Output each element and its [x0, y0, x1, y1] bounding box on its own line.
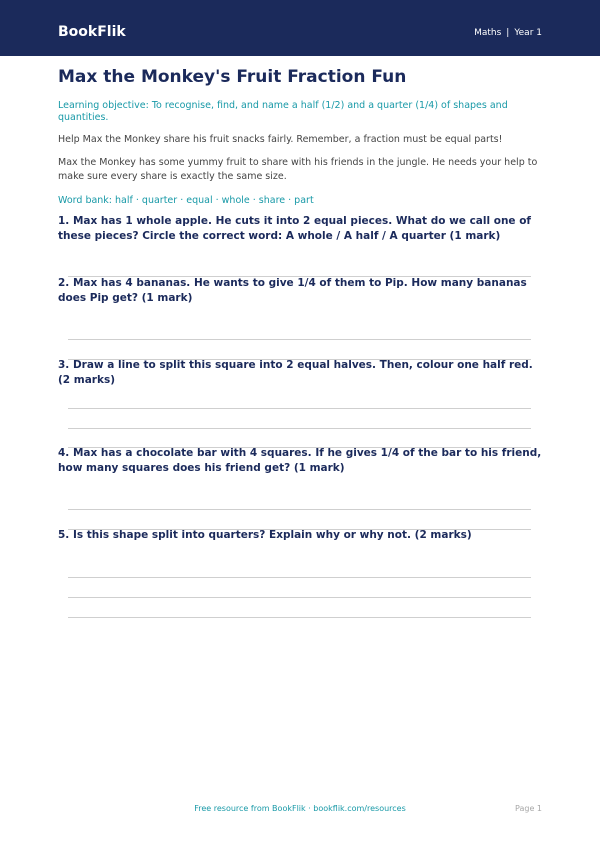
question-1: 1. Max has 1 whole apple. He cuts it into 2 equal pieces. What do we call one of these pieces? Circle the correct word: A whole / A half / A quarter (1 mark)	[58, 215, 531, 242]
intro-text: Help Max the Monkey share his fruit snacks fairly. Remember, a fraction must be equal parts!	[58, 134, 503, 145]
answer-line[interactable]	[68, 428, 531, 429]
answer-line[interactable]	[68, 509, 531, 510]
question-5: 5. Is this shape split into quarters? Explain why or why not. (2 marks)	[58, 529, 472, 541]
worksheet-intro	[58, 66, 542, 207]
page-title: Max the Monkey's Fruit Fraction Fun	[58, 67, 407, 87]
answer-line[interactable]	[68, 339, 531, 340]
question-3: 3. Draw a line to split this square into 2 equal halves. Then, colour one half red. (2 marks)	[58, 359, 533, 386]
word-bank: Word bank: half · quarter · equal · whole · share · part	[58, 195, 314, 206]
brand-logo[interactable]: BookFlik	[58, 24, 126, 40]
header-separator: |	[506, 28, 510, 38]
subject-label: Maths	[474, 28, 502, 38]
subject-year-label	[474, 27, 542, 39]
story-text: Max the Monkey has some yummy fruit to share with his friends in the jungle. He needs your help to make sure every share is exactly the same size.	[58, 157, 538, 182]
learning-objective: Learning objective: To recognise, find, and name a half (1/2) and a quarter (1/4) of shapes and quantities.	[58, 100, 508, 123]
question-4: 4. Max has a chocolate bar with 4 squares. If he gives 1/4 of the bar to his friend, how many squares does his friend get? (1 mark)	[58, 447, 542, 474]
answer-line[interactable]	[68, 617, 531, 618]
page-number: Page 1	[515, 804, 542, 813]
answer-line[interactable]	[68, 597, 531, 598]
site-header	[0, 0, 600, 56]
answer-line[interactable]	[68, 577, 531, 578]
footer-resource-link[interactable]: Free resource from BookFlik · bookflik.com/resources	[194, 804, 406, 813]
year-label: Year 1	[514, 28, 542, 38]
answer-line[interactable]	[68, 408, 531, 409]
question-2: 2. Max has 4 bananas. He wants to give 1/4 of them to Pip. How many bananas does Pip get? (1 mark)	[58, 277, 527, 304]
